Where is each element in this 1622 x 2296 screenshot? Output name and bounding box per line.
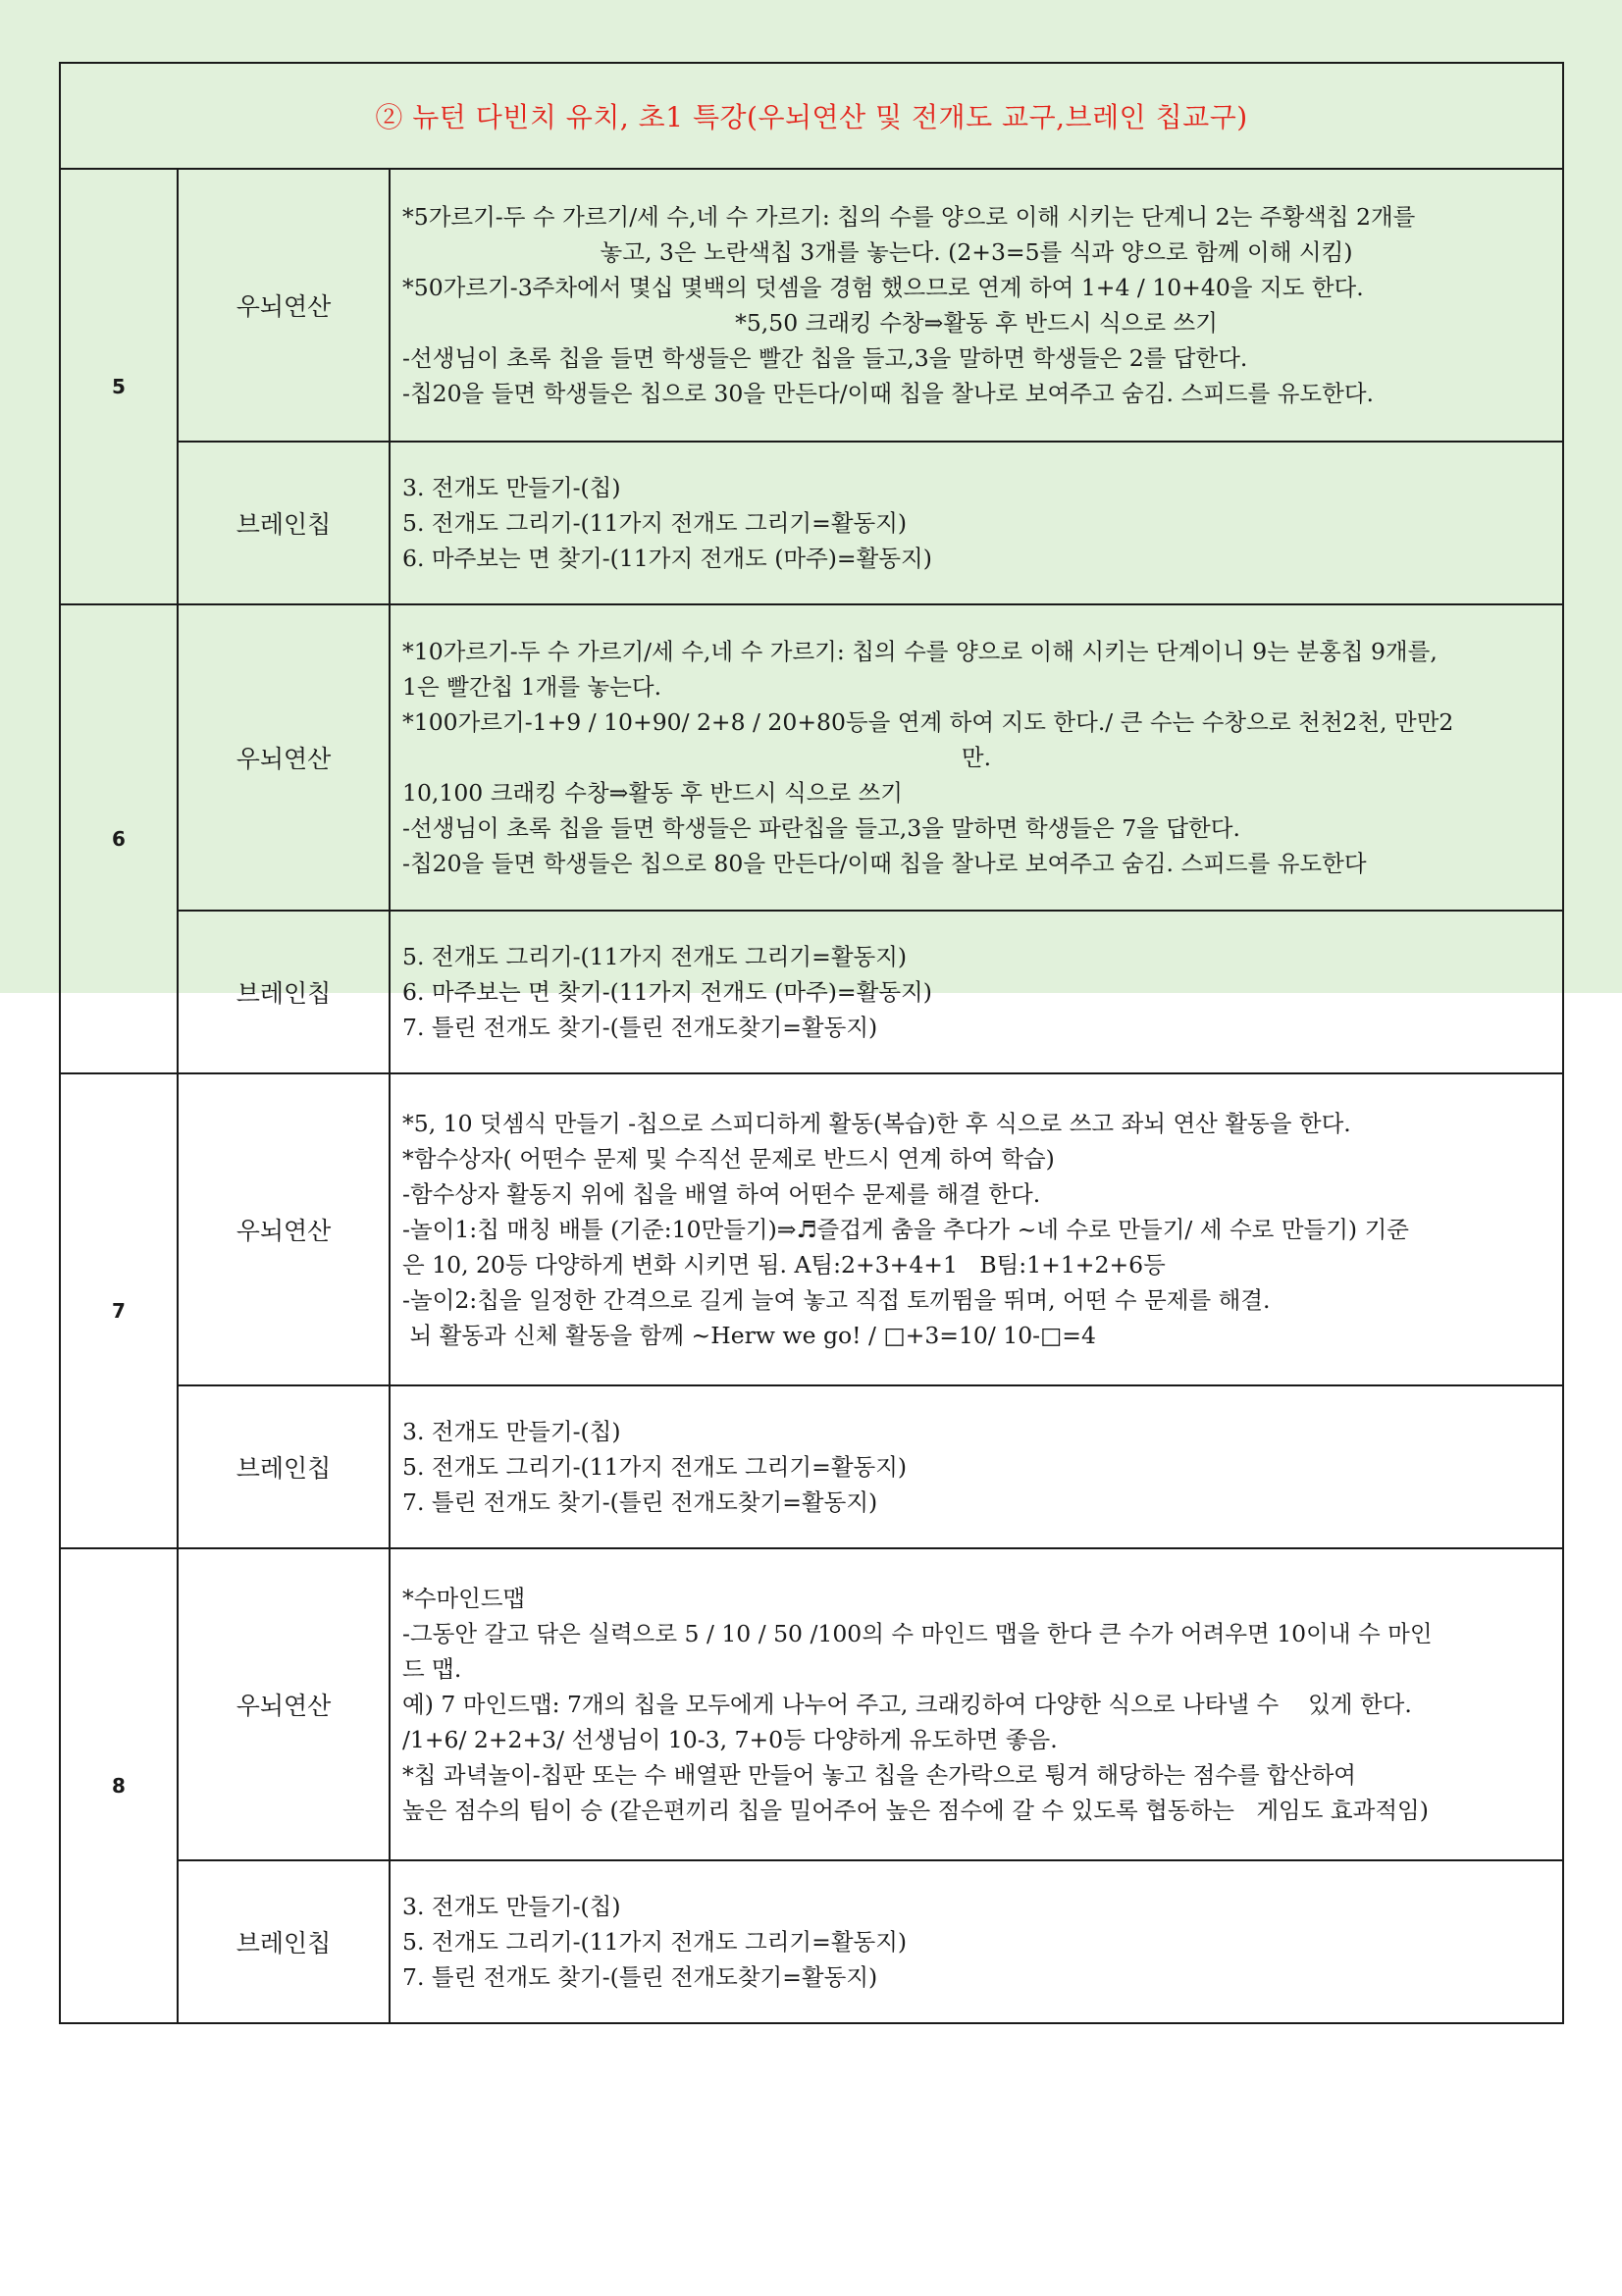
subject-label: 우뇌연산 (178, 169, 390, 442)
activity-content (390, 911, 1563, 1073)
activity-content (390, 1860, 1563, 2023)
plan-title: ② 뉴턴 다빈치 유치, 초1 특강(우뇌연산 및 전개도 교구,브레인 칩교구) (60, 63, 1563, 169)
activity-content (390, 604, 1563, 911)
content-line: 3. 전개도 만들기-(칩) (402, 474, 621, 501)
subject-label: 브레인칩 (178, 1860, 390, 2023)
week-5-row-brain-chip (60, 442, 1563, 604)
content-line: 드 맵. (402, 1655, 462, 1683)
content-line: *5, 10 덧셈식 만들기 -칩으로 스피디하게 활동(복습)한 후 식으로 쓰고 좌뇌 연산 활동을 한다. (402, 1110, 1351, 1137)
title-row (60, 63, 1563, 169)
content-line: -그동안 갈고 닦은 실력으로 5 / 10 / 50 /100의 수 마인드 맵을 한다 큰 수가 어려우면 10이내 수 마인 (402, 1620, 1433, 1647)
activity-content (390, 1073, 1563, 1385)
content-line: 7. 틀린 전개도 찾기-(틀린 전개도찾기=활동지) (402, 1963, 878, 1991)
subject-label: 우뇌연산 (178, 1548, 390, 1860)
content-line: *10가르기-두 수 가르기/세 수,네 수 가르기: 칩의 수를 양으로 이해 시키는 단계이니 9는 분홍칩 9개를, (402, 638, 1438, 665)
content-line: *함수상자( 어떤수 문제 및 수직선 문제로 반드시 연계 하여 학습) (402, 1145, 1055, 1173)
week-8-row-right-brain-math (60, 1548, 1563, 1860)
content-line: 10,100 크래킹 수창⇒활동 후 반드시 식으로 쓰기 (402, 779, 903, 807)
content-line: *수마인드맵 (402, 1585, 526, 1612)
content-line: 5. 전개도 그리기-(11가지 전개도 그리기=활동지) (402, 1928, 908, 1956)
week-number: 8 (60, 1548, 178, 2023)
content-line: 7. 틀린 전개도 찾기-(틀린 전개도찾기=활동지) (402, 1488, 878, 1516)
week-7-row-right-brain-math (60, 1073, 1563, 1385)
content-line: -함수상자 활동지 위에 칩을 배열 하여 어떤수 문제를 해결 한다. (402, 1180, 1041, 1208)
content-line: *50가르기-3주차에서 몇십 몇백의 덧셈을 경험 했으므로 연계 하여 1+4 / 10+40을 지도 한다. (402, 274, 1364, 301)
content-line: 5. 전개도 그리기-(11가지 전개도 그리기=활동지) (402, 1453, 908, 1481)
content-line: 7. 틀린 전개도 찾기-(틀린 전개도찾기=활동지) (402, 1014, 878, 1041)
week-5-row-right-brain-math (60, 169, 1563, 442)
content-line: 5. 전개도 그리기-(11가지 전개도 그리기=활동지) (402, 943, 908, 970)
content-line: 6. 마주보는 면 찾기-(11가지 전개도 (마주)=활동지) (402, 545, 932, 572)
content-line: 놓고, 3은 노란색칩 3개를 놓는다. (2+3=5를 식과 양으로 함께 이해 시킴) (600, 238, 1353, 266)
week-number: 5 (60, 169, 178, 604)
activity-content (390, 1385, 1563, 1548)
subject-label: 우뇌연산 (178, 604, 390, 911)
content-line: 뇌 활동과 신체 활동을 함께 ~Herw we go! / □+3=10/ 10-□=4 (402, 1322, 1096, 1349)
content-line: -칩20을 들면 학생들은 칩으로 30을 만든다/이때 칩을 찰나로 보여주고 숨김. 스피드를 유도한다. (402, 380, 1375, 407)
subject-label: 우뇌연산 (178, 1073, 390, 1385)
content-line: 만. (961, 744, 992, 771)
content-line: *칩 과녁놀이-칩판 또는 수 배열판 만들어 놓고 칩을 손가락으로 튕겨 해당하는 점수를 합산하여 (402, 1761, 1356, 1789)
activity-content (390, 442, 1563, 604)
week-8-row-brain-chip (60, 1860, 1563, 2023)
subject-label: 브레인칩 (178, 442, 390, 604)
content-line: 은 10, 20등 다양하게 변화 시키면 됨. A팀:2+3+4+1 B팀:1+1+2+6등 (402, 1251, 1166, 1278)
content-line: 3. 전개도 만들기-(칩) (402, 1418, 621, 1445)
week-number: 7 (60, 1073, 178, 1548)
week-6-row-brain-chip (60, 911, 1563, 1073)
content-line: -놀이2:칩을 일정한 간격으로 길게 늘여 놓고 직접 토끼뜀을 뛰며, 어떤 수 문제를 해결. (402, 1286, 1271, 1314)
subject-label: 브레인칩 (178, 911, 390, 1073)
week-number: 6 (60, 604, 178, 1073)
content-line: -놀이1:칩 매칭 배틀 (기준:10만들기)⇒♬즐겁게 춤을 추다가 ~네 수로 만들기/ 세 수로 만들기) 기준 (402, 1216, 1409, 1243)
content-line: 5. 전개도 그리기-(11가지 전개도 그리기=활동지) (402, 509, 908, 537)
content-line: 6. 마주보는 면 찾기-(11가지 전개도 (마주)=활동지) (402, 978, 932, 1006)
week-6-row-right-brain-math (60, 604, 1563, 911)
content-line: 높은 점수의 팀이 승 (같은편끼리 칩을 밀어주어 높은 점수에 갈 수 있도록 협동하는 게임도 효과적임) (402, 1797, 1429, 1824)
week-7-row-brain-chip (60, 1385, 1563, 1548)
content-line: *100가르기-1+9 / 10+90/ 2+8 / 20+80등을 연계 하여 지도 한다./ 큰 수는 수창으로 천천2천, 만만2 (402, 708, 1454, 736)
lesson-plan-table (59, 62, 1564, 2024)
activity-content (390, 169, 1563, 442)
content-line: 예) 7 마인드맵: 7개의 칩을 모두에게 나누어 주고, 크래킹하여 다양한 식으로 나타낼 수 있게 한다. (402, 1691, 1412, 1718)
content-line: -칩20을 들면 학생들은 칩으로 80을 만든다/이때 칩을 찰나로 보여주고 숨김. 스피드를 유도한다 (402, 850, 1367, 877)
content-line: 3. 전개도 만들기-(칩) (402, 1893, 621, 1920)
content-line: *5,50 크래킹 수창⇒활동 후 반드시 식으로 쓰기 (735, 309, 1218, 337)
subject-label: 브레인칩 (178, 1385, 390, 1548)
content-line: -선생님이 초록 칩을 들면 학생들은 빨간 칩을 들고,3을 말하면 학생들은 2를 답한다. (402, 344, 1248, 372)
content-line: /1+6/ 2+2+3/ 선생님이 10-3, 7+0등 다양하게 유도하면 좋음. (402, 1726, 1058, 1753)
content-line: 1은 빨간칩 1개를 놓는다. (402, 673, 662, 701)
activity-content (390, 1548, 1563, 1860)
content-line: -선생님이 초록 칩을 들면 학생들은 파란칩을 들고,3을 말하면 학생들은 7을 답한다. (402, 814, 1240, 842)
content-line: *5가르기-두 수 가르기/세 수,네 수 가르기: 칩의 수를 양으로 이해 시키는 단계니 2는 주황색칩 2개를 (402, 203, 1416, 231)
